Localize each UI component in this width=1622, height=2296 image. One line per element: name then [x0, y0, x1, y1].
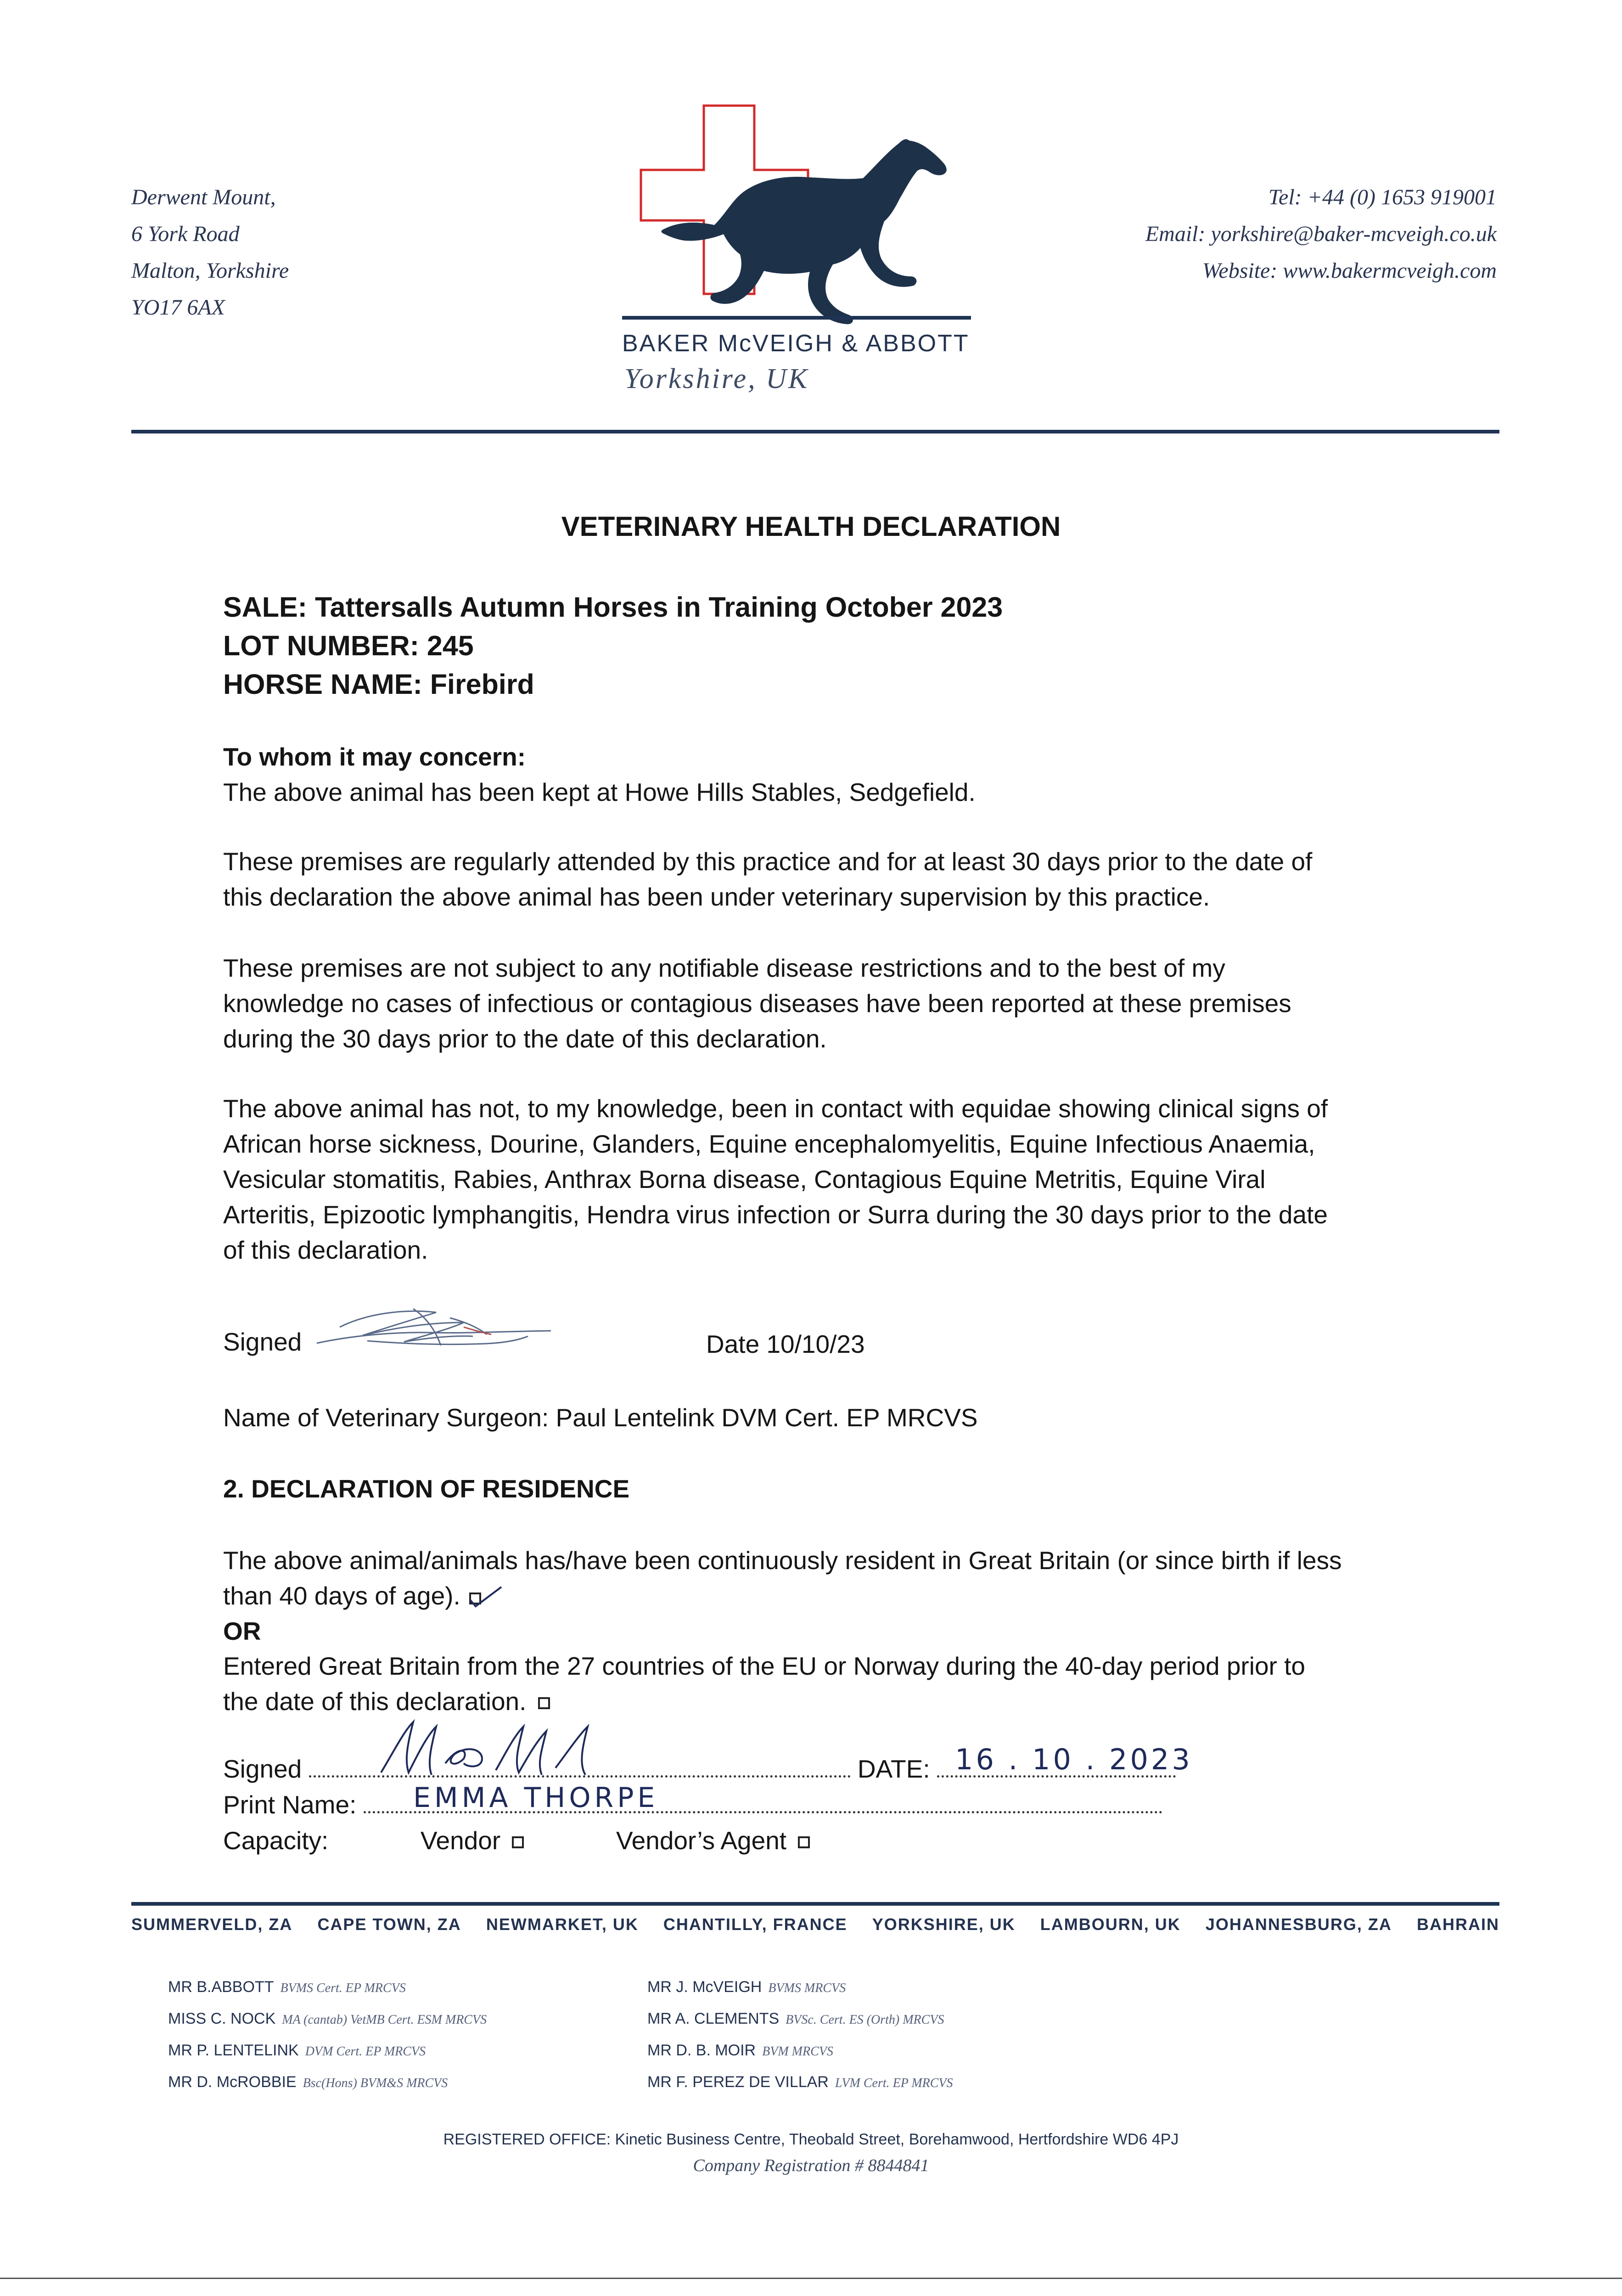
- paragraph-line: These premises are regularly attended by this practice and for at least 30 days prior to the date of: [223, 847, 1313, 876]
- staff-name: MR D. McROBBIE: [168, 2073, 297, 2091]
- paragraph-line: the date of this declaration.: [223, 1687, 527, 1716]
- supervision-paragraph: [223, 844, 1435, 915]
- contact-email: Email: yorkshire@baker-mcveigh.co.uk: [1145, 222, 1497, 246]
- vendor-agent-label: Vendor’s Agent: [616, 1826, 787, 1855]
- document-title: VETERINARY HEALTH DECLARATION: [561, 511, 1061, 542]
- vet-signature-icon: [312, 1300, 560, 1359]
- staff-row: [168, 2067, 487, 2099]
- option2-checkbox[interactable]: [538, 1697, 550, 1709]
- capacity-row: [223, 1826, 810, 1855]
- print-name-label: Print Name:: [223, 1790, 357, 1819]
- staff-quals: BVMS MRCVS: [768, 1981, 846, 1995]
- residence-option-2: [223, 1649, 1435, 1719]
- paragraph-line: The above animal has not, to my knowledge, been in contact with equidae showing clinical signs of: [223, 1094, 1328, 1123]
- restrictions-paragraph: [223, 951, 1435, 1057]
- paragraph-line: knowledge no cases of infectious or contagious diseases have been reported at these premises: [223, 989, 1291, 1018]
- staff-name: MR J. McVEIGH: [647, 1978, 762, 1996]
- paragraph-line: of this declaration.: [223, 1236, 428, 1264]
- logo-divider: [622, 316, 971, 320]
- residence-option-1: [223, 1543, 1435, 1649]
- address-line: YO17 6AX: [131, 295, 225, 320]
- address-line: Derwent Mount,: [131, 185, 276, 209]
- handwritten-date: 16 . 10 . 2023: [955, 1743, 1193, 1776]
- capacity-label: Capacity:: [223, 1826, 329, 1855]
- location-item: CAPE TOWN, ZA: [317, 1915, 461, 1934]
- location-item: JOHANNESBURG, ZA: [1205, 1915, 1392, 1934]
- vendor-checkbox[interactable]: [512, 1836, 524, 1848]
- paragraph-line: African horse sickness, Dourine, Glanders, Equine encephalomyelitis, Equine Infectious Anaemia,: [223, 1130, 1315, 1158]
- vet-name: Name of Veterinary Surgeon: Paul Lentelink DVM Cert. EP MRCVS: [223, 1403, 978, 1432]
- paragraph-line: The above animal/animals has/have been continuously resident in Great Britain (or since birth if less: [223, 1546, 1342, 1575]
- sale-line: SALE: Tattersalls Autumn Horses in Training October 2023: [223, 591, 1003, 623]
- staff-quals: BVSc. Cert. ES (Orth) MRCVS: [786, 2013, 944, 2027]
- salutation: To whom it may concern:: [223, 743, 526, 771]
- staff-row: [647, 1972, 953, 2003]
- address-line: 6 York Road: [131, 222, 240, 246]
- paragraph-line: The above animal has been kept at Howe Hills Stables, Sedgefield.: [223, 778, 976, 806]
- paragraph-line: Vesicular stomatitis, Rabies, Anthrax Borna disease, Contagious Equine Metritis, Equine Viral: [223, 1165, 1266, 1193]
- practice-address: [131, 179, 289, 326]
- staff-name: MR B.ABBOTT: [168, 1978, 274, 1996]
- staff-quals: BVMS Cert. EP MRCVS: [280, 1981, 406, 1995]
- option1-checkbox[interactable]: [467, 1586, 500, 1609]
- option1-last-line: [223, 1578, 1435, 1614]
- company-registration: Company Registration # 8844841: [693, 2156, 929, 2175]
- location-item: NEWMARKET, UK: [486, 1915, 639, 1934]
- residence-date-label: DATE:: [857, 1755, 930, 1783]
- paragraph-line: during the 30 days prior to the date of this declaration.: [223, 1024, 827, 1053]
- paragraph-line: than 40 days of age).: [223, 1581, 460, 1610]
- handwritten-name: EMMA THORPE: [413, 1782, 659, 1814]
- header-divider: [131, 430, 1499, 433]
- staff-name: MR D. B. MOIR: [647, 2042, 756, 2059]
- vendor-signature-icon: [376, 1717, 643, 1782]
- paragraph-line: this declaration the above animal has been under veterinary supervision by this practice.: [223, 883, 1210, 911]
- horse-line: HORSE NAME: Firebird: [223, 669, 534, 700]
- or-separator: OR: [223, 1617, 261, 1645]
- staff-row: [647, 2035, 953, 2067]
- vet-date: Date 10/10/23: [706, 1330, 865, 1358]
- staff-row: [168, 2003, 487, 2035]
- footer-divider: [131, 1902, 1499, 1906]
- brand-name: BAKER McVEIGH & ABBOTT: [622, 330, 970, 357]
- locations-list: [131, 1915, 1499, 1934]
- vet-signed-label: Signed: [223, 1328, 302, 1356]
- residence-heading: 2. DECLARATION OF RESIDENCE: [223, 1474, 630, 1503]
- staff-row: [647, 2067, 953, 2099]
- staff-quals: Bsc(Hons) BVM&S MRCVS: [303, 2076, 448, 2090]
- staff-row: [168, 1972, 487, 2003]
- location-item: SUMMERVELD, ZA: [131, 1915, 293, 1934]
- checkmark-icon: [467, 1583, 504, 1611]
- staff-row: [647, 2003, 953, 2035]
- location-item: YORKSHIRE, UK: [872, 1915, 1016, 1934]
- vendor-label: Vendor: [420, 1826, 501, 1855]
- staff-quals: MA (cantab) VetMB Cert. ESM MRCVS: [282, 2013, 487, 2027]
- practice-contact: [1145, 179, 1497, 289]
- lot-line: LOT NUMBER: 245: [223, 630, 474, 661]
- location-item: BAHRAIN: [1416, 1915, 1499, 1934]
- staff-quals: LVM Cert. EP MRCVS: [835, 2076, 953, 2090]
- option2-last-line: [223, 1684, 1435, 1719]
- staff-name: MISS C. NOCK: [168, 2010, 276, 2027]
- brand-location: Yorkshire, UK: [624, 363, 809, 394]
- location-item: CHANTILLY, FRANCE: [663, 1915, 847, 1934]
- residence-signed-label: Signed: [223, 1755, 302, 1783]
- staff-list-right: [647, 1972, 953, 2099]
- print-name-row: [223, 1790, 1162, 1819]
- staff-name: MR P. LENTELINK: [168, 2042, 299, 2059]
- location-item: LAMBOURN, UK: [1040, 1915, 1181, 1934]
- page-bottom-edge: [0, 2278, 1622, 2279]
- staff-name: MR F. PEREZ DE VILLAR: [647, 2073, 829, 2091]
- staff-name: MR A. CLEMENTS: [647, 2010, 780, 2027]
- address-line: Malton, Yorkshire: [131, 259, 289, 283]
- staff-quals: DVM Cert. EP MRCVS: [305, 2044, 426, 2059]
- intro-paragraph: [223, 739, 1435, 810]
- paragraph-line: These premises are not subject to any notifiable disease restrictions and to the best of my: [223, 954, 1225, 982]
- sale-details: [223, 588, 1003, 703]
- paragraph-line: Entered Great Britain from the 27 countries of the EU or Norway during the 40-day period prior to: [223, 1652, 1306, 1680]
- contact-phone: Tel: +44 (0) 1653 919001: [1268, 185, 1497, 209]
- staff-list-left: [168, 1972, 487, 2099]
- paragraph-line: Arteritis, Epizootic lymphangitis, Hendra virus infection or Surra during the 30 days prior to the date: [223, 1200, 1328, 1229]
- staff-quals: BVM MRCVS: [762, 2044, 833, 2059]
- vendor-agent-checkbox[interactable]: [798, 1836, 810, 1848]
- diseases-paragraph: [223, 1091, 1435, 1268]
- contact-website: Website: www.bakermcveigh.com: [1202, 259, 1497, 283]
- registered-office: REGISTERED OFFICE: Kinetic Business Centre, Theobald Street, Borehamwood, Hertfordshire WD6 4PJ: [443, 2131, 1179, 2148]
- staff-row: [168, 2035, 487, 2067]
